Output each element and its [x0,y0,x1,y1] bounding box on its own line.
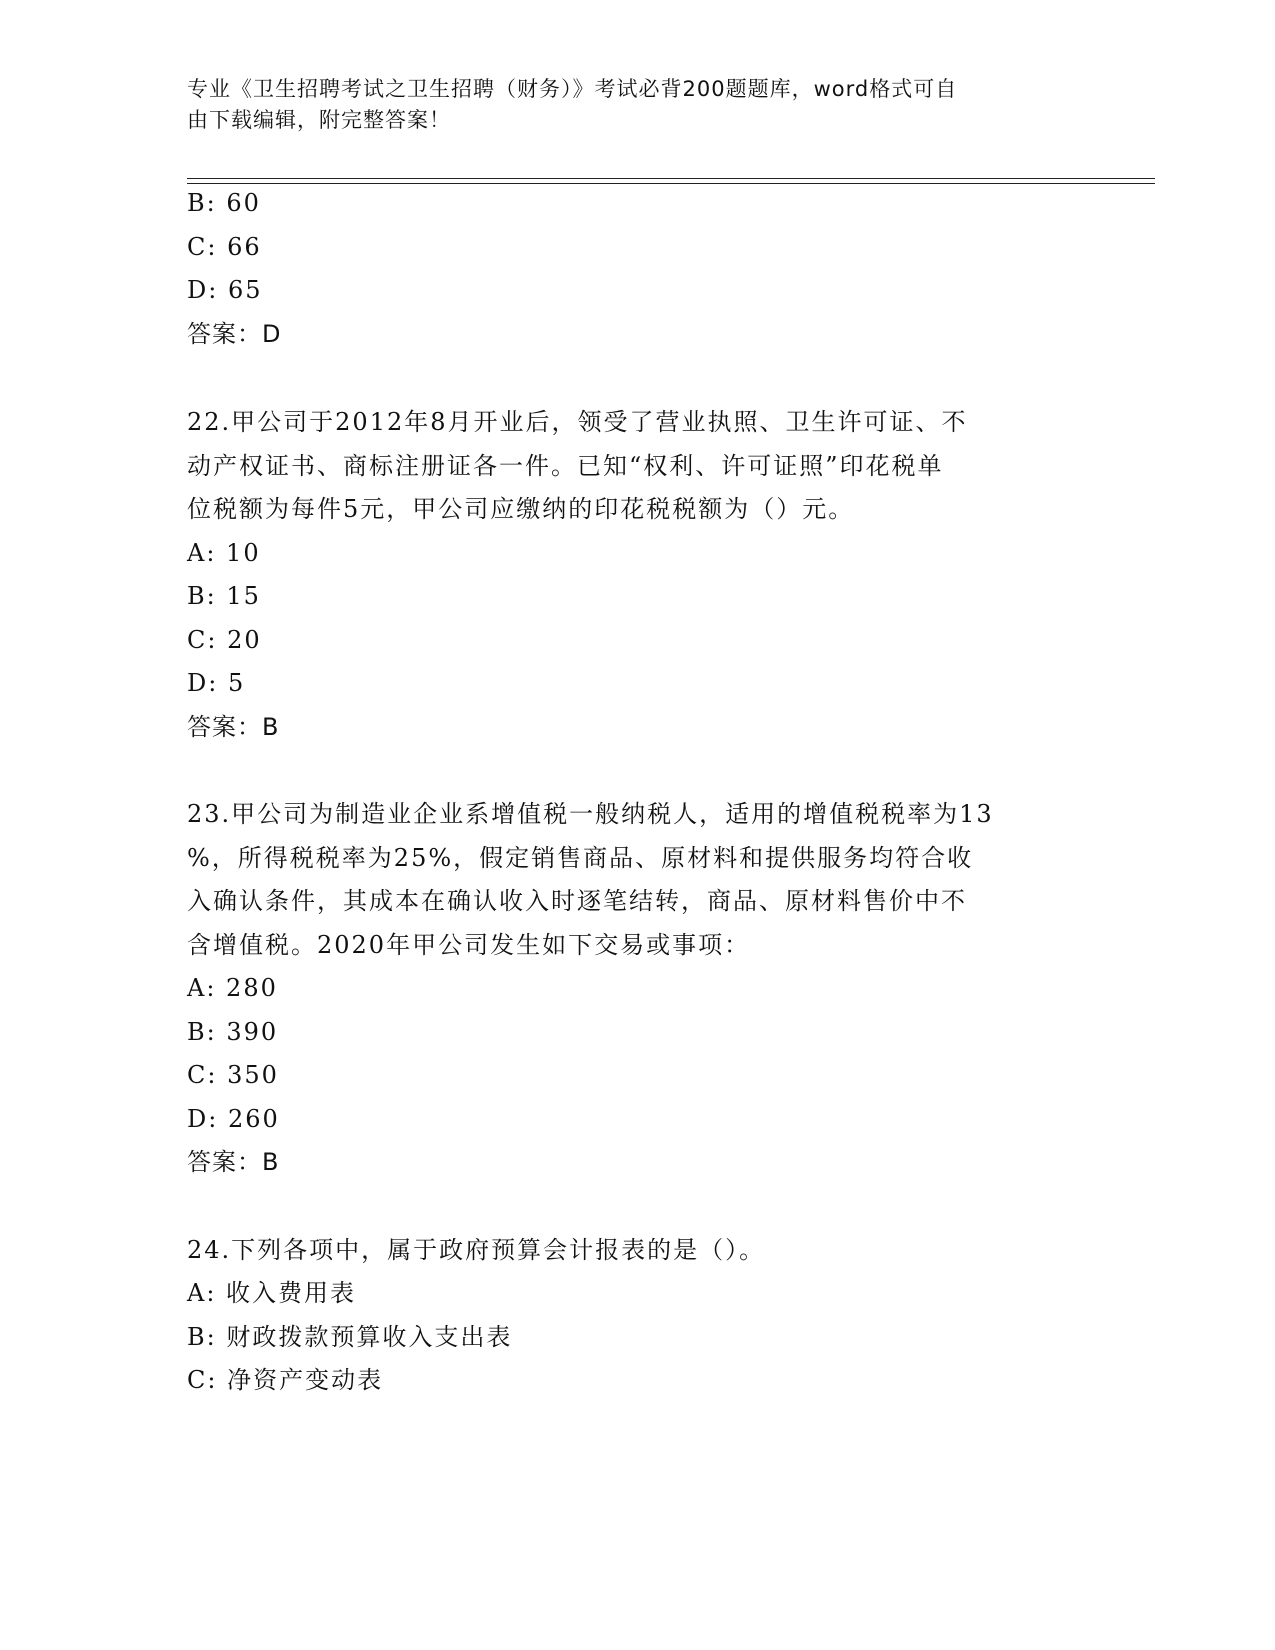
question-22-option-b: B: 15 [187,582,261,610]
option-d: D: 65 [187,276,263,304]
question-22-stem-line-1: 22.甲公司于2012年8月开业后，领受了营业执照、卫生许可证、不 [187,408,968,436]
option-c: C: 66 [187,233,262,261]
option-b: B: 60 [187,189,261,217]
question-22-answer: 答案：B [187,713,280,741]
question-22-option-d: D: 5 [187,669,246,697]
question-23-stem-line-3: 入确认条件，其成本在确认收入时逐笔结转，商品、原材料售价中不 [187,887,967,915]
question-23-option-b: B: 390 [187,1018,279,1046]
question-23-stem-line-4: 含增值税。2020年甲公司发生如下交易或事项： [187,931,751,959]
question-23-option-a: A: 280 [187,974,278,1002]
question-22-option-a: A: 10 [187,539,261,567]
question-22-stem-line-3: 位税额为每件5元，甲公司应缴纳的印花税税额为（）元。 [187,495,855,523]
question-24-option-b: B: 财政拨款预算收入支出表 [187,1323,513,1351]
document-header [187,74,1077,136]
answer: 答案：D [187,320,282,348]
question-23-answer: 答案：B [187,1148,280,1176]
question-22-option-c: C: 20 [187,626,262,654]
question-23-stem-line-1: 23.甲公司为制造业企业系增值税一般纳税人，适用的增值税税率为13 [187,800,994,828]
question-23-option-d: D: 260 [187,1105,280,1133]
question-22-stem-line-2: 动产权证书、商标注册证各一件。已知“权利、许可证照”印花税单 [187,452,944,480]
question-23-stem-line-2: %，所得税税率为25%，假定销售商品、原材料和提供服务均符合收 [187,844,974,872]
header-line-1: 专业《卫生招聘考试之卫生招聘（财务）》考试必背200题题库，word格式可自 [187,77,958,101]
question-24-option-a: A: 收入费用表 [187,1279,357,1307]
question-23-option-c: C: 350 [187,1061,279,1089]
header-line-2: 由下载编辑，附完整答案！ [187,108,451,132]
header-divider-top [187,178,1155,179]
question-24-option-c: C: 净资产变动表 [187,1366,384,1394]
question-24-stem-line-1: 24.下列各项中，属于政府预算会计报表的是（）。 [187,1236,766,1264]
header-divider-bottom [187,183,1155,184]
